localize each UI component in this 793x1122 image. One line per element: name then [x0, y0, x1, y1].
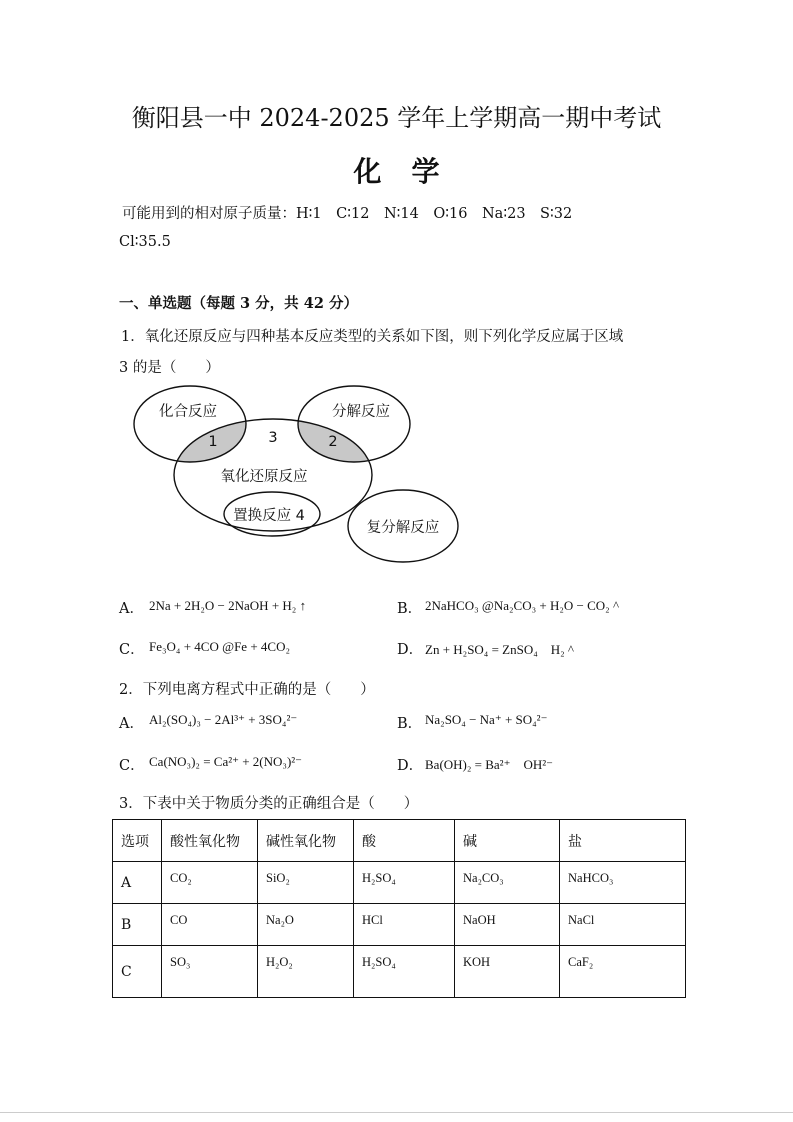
header-acidic-oxide: 酸性氧化物 — [162, 820, 258, 862]
q2-option-d[interactable]: Ba(OH)₂ = Ba²⁺ OH²⁻ — [425, 757, 553, 772]
row-c-base: KOH — [455, 946, 560, 998]
row-c-salt: CaF₂ — [560, 946, 686, 998]
row-c-option: C — [113, 946, 162, 998]
table-header-row — [113, 820, 686, 862]
q2-option-a[interactable]: Al₂(SO₄)₃ − 2Al³⁺ + 3SO₄²⁻ — [149, 712, 298, 727]
q1-option-d[interactable]: Zn + H₂SO₄ = ZnSO₄ H₂ ^ — [425, 642, 575, 657]
decomposition-label: 分解反应 — [332, 404, 390, 420]
q2-option-c-label[interactable]: C． — [119, 758, 145, 774]
row-a-basic-oxide: SiO₂ — [258, 862, 354, 904]
q2-option-d-label[interactable]: D． — [397, 758, 424, 774]
q1-option-a-label[interactable]: A． — [119, 601, 144, 617]
q1-option-a[interactable]: 2Na + 2H₂O − 2NaOH + H₂ ↑ — [149, 598, 307, 613]
header-option: 选项 — [113, 820, 162, 862]
row-a-base: Na₂CO₃ — [455, 862, 560, 904]
combination-label: 化合反应 — [159, 404, 217, 420]
header-basic-oxide: 碱性氧化物 — [258, 820, 354, 862]
q1-stem-line1: 1．氧化还原反应与四种基本反应类型的关系如下图，则下列化学反应属于区域 — [121, 329, 624, 345]
table-row — [113, 904, 686, 946]
row-c-acid: H₂SO₄ — [354, 946, 455, 998]
q1-option-d-label[interactable]: D． — [397, 642, 424, 658]
section-heading: 一、单选题（每题 3 分，共 42 分） — [119, 295, 358, 312]
row-b-base: NaOH — [455, 904, 560, 946]
q1-option-b[interactable]: 2NaHCO₃ @Na₂CO₃ + H₂O − CO₂ ^ — [425, 598, 620, 613]
region-3-label: 3 — [268, 430, 278, 446]
reaction-venn-diagram — [128, 382, 468, 572]
header-base: 碱 — [455, 820, 560, 862]
table-row — [113, 862, 686, 904]
subject-title: 化学 — [353, 155, 470, 188]
row-b-acid: HCl — [354, 904, 455, 946]
classification-table — [112, 819, 686, 998]
q1-stem-line2: 3 的是（ ） — [119, 360, 220, 376]
atomic-mass-line1: 可能用到的相对原子质量：H∶1 C∶12 N∶14 O∶16 Na∶23 S∶32 — [122, 206, 573, 222]
row-b-salt: NaCl — [560, 904, 686, 946]
q1-option-b-label[interactable]: B． — [397, 601, 423, 617]
region-1-label: 1 — [208, 434, 218, 450]
atomic-mass-line2: Cl∶35.5 — [119, 234, 171, 250]
double-decomposition-label: 复分解反应 — [366, 520, 440, 536]
q2-option-c[interactable]: Ca(NO₃)₂ = Ca²⁺ + 2(NO₃)²⁻ — [149, 754, 303, 769]
q2-option-b-label[interactable]: B． — [397, 716, 423, 732]
row-b-basic-oxide: Na₂O — [258, 904, 354, 946]
row-a-option: A — [113, 862, 162, 904]
exam-title: 衡阳县一中 2024-2025 学年上学期高一期中考试 — [131, 104, 662, 132]
displacement-label: 置换反应 4 — [233, 508, 305, 524]
row-b-option: B — [113, 904, 162, 946]
redox-label: 氧化还原反应 — [220, 469, 308, 485]
q2-stem: 2．下列电离方程式中正确的是（ ） — [119, 682, 375, 698]
row-b-acidic-oxide: CO — [162, 904, 258, 946]
row-a-salt: NaHCO₃ — [560, 862, 686, 904]
row-c-basic-oxide: H₂O₂ — [258, 946, 354, 998]
row-a-acidic-oxide: CO₂ — [162, 862, 258, 904]
region-2-label: 2 — [328, 434, 338, 450]
page-bottom-divider — [0, 1112, 793, 1113]
q3-stem: 3．下表中关于物质分类的正确组合是（ ） — [119, 796, 419, 812]
header-acid: 酸 — [354, 820, 455, 862]
row-a-acid: H₂SO₄ — [354, 862, 455, 904]
header-salt: 盐 — [560, 820, 686, 862]
q1-option-c-label[interactable]: C． — [119, 642, 145, 658]
q2-option-a-label[interactable]: A． — [119, 716, 144, 732]
q2-option-b[interactable]: Na₂SO₄ − Na⁺ + SO₄²⁻ — [425, 712, 548, 727]
q1-option-c[interactable]: Fe₃O₄ + 4CO @Fe + 4CO₂ — [149, 639, 290, 654]
row-c-acidic-oxide: SO₃ — [162, 946, 258, 998]
table-row — [113, 946, 686, 998]
